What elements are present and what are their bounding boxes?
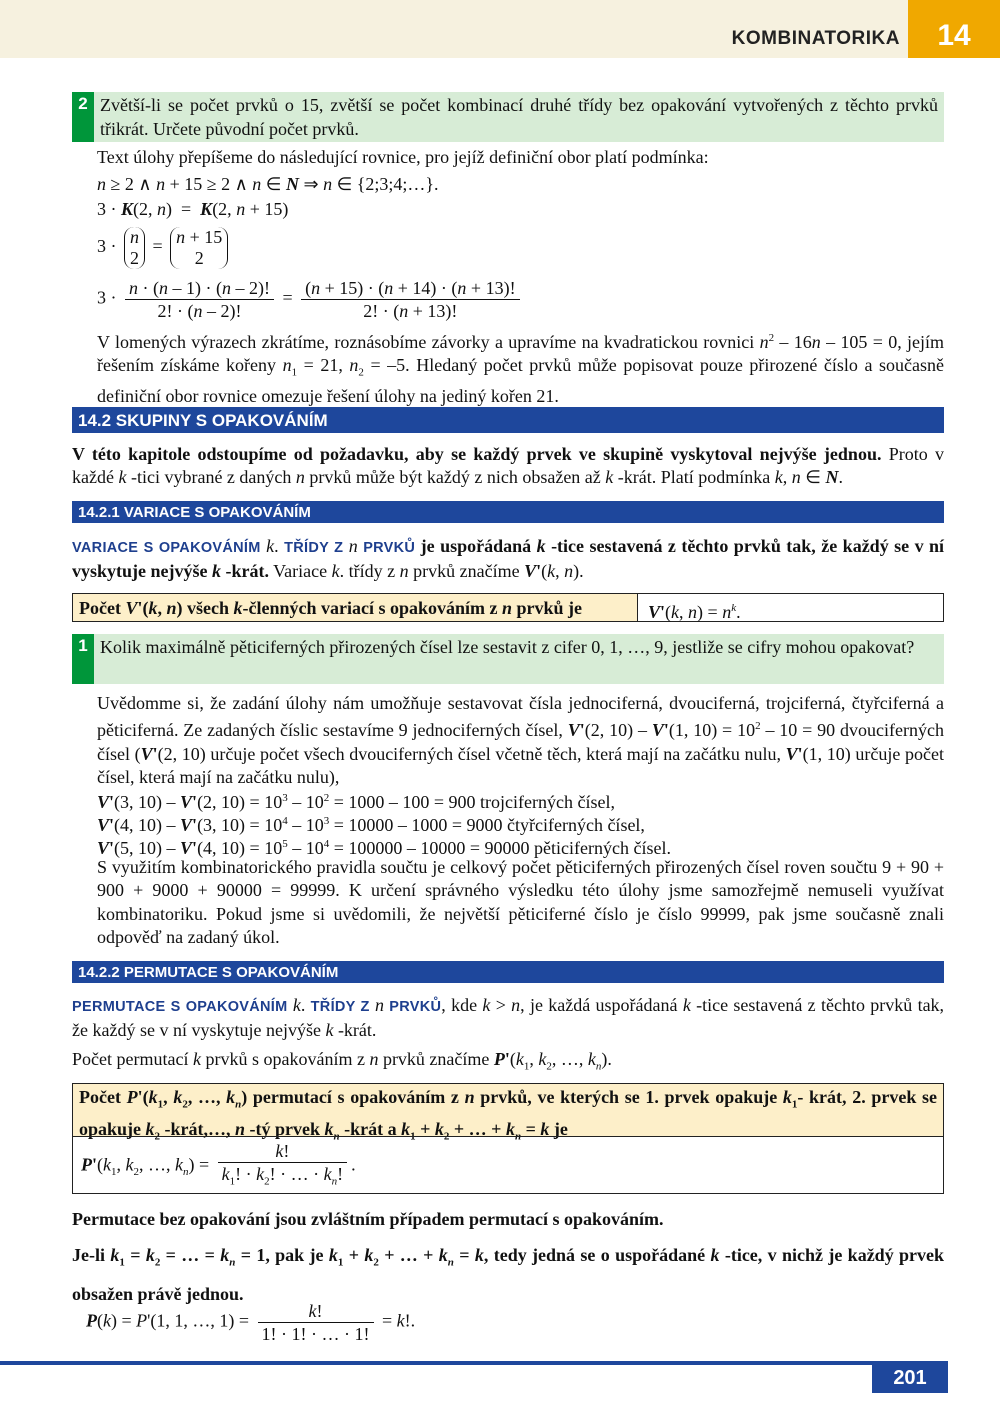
example-solution: Uvědomme si, že zadání úlohy nám umožňuje sestavovat čísla jednociferná, dvouciferná, trojciferná, čtyřciferná a pěticiferná. Ze zadaných číslic sestavíme 9 jednociferných čísel, V'(2, 10) – V'(1, $10) = 10^2 - 10 = 90$ dvouciferných čísel (V'(2, 10) určuje počet všech dvouciferných čísel včetně těch, která mají na začátku nulu, V'(1, 10) určuje počet čísel, která mají na začátku nulu), [97, 693, 944, 787]
math-equation-2: 3 · n 2 = n + 15 2 [97, 227, 231, 269]
example-number-badge: 1 [72, 634, 94, 684]
formula-box-label: Počet V'(k, n) všech k-členných variací s opakováním z n prvků je [72, 593, 638, 622]
math-line-4digit: V'(4, 10) – V'(3, $10) = 10^4 - 10^3 = 10000 - 1000 = 9000$ čtyřciferných čísel, [97, 815, 645, 835]
chapter-title: KOMBINATORIKA [731, 28, 900, 49]
example-sum: S využitím kombinatorického pravidla součtu je celkový počet pěticiferných přirozených čísel roven součtu 9 + 90 + 900 + 9000 + 90000 = 99999. K určení správného výsledku této úlohy jsme samozřejmě nemuseli využívat kombinatoriku. Pokud jsme si uvědomili, že největší pěticiferné číslo je číslo 99999, pak jsme současně znali odpověď na zadaný úkol. [97, 857, 944, 947]
formula-box-value: $P'(k_1$, $k_2$, …, $k_n$) = $\frac{k!}{k_1! \cdot k_2! \cdot \dots \cdot k_n!}$ . [72, 1136, 944, 1194]
section-intro: V této kapitole odstoupíme od požadavku, aby se každý prvek ve skupině vyskytoval nejvýše jednou. Proto v každé k -tici vybrané z daných n prvků může být každý z nich obsažen až k -krát. Platí podmínka k, n ∈ N. [72, 444, 944, 488]
subsection-heading: 14.2.1 VARIACE S OPAKOVÁNÍM [72, 501, 944, 523]
subsection-heading: 14.2.2 PERMUTACE S OPAKOVÁNÍM [72, 961, 944, 983]
special-case-text: Je-li $k_1 = k_2$ = … = $k_n = 1$, pak je $k_1 + k_2$ + … + $k_n = k$, tedy jedná se o uspořádané k -tice, v nichž je každý prvek obsažen právě jednou. [72, 1245, 945, 1304]
section-heading: 14.2 SKUPINY S OPAKOVÁNÍM [72, 407, 944, 433]
example-number-badge: 2 [72, 92, 94, 142]
footer-line [0, 1361, 872, 1365]
special-case-heading: Permutace bez opakování jsou zvláštním případem permutací s opakováním. [72, 1209, 664, 1229]
page-number: 201 [872, 1361, 948, 1393]
definition-variation: VARIACE S OPAKOVÁNÍM k. TŘÍDY Z n PRVKŮ je uspořádaná k -tice sestavená z těchto prvků tak, že každý se v ní vyskytuje nejvýše k -krát. Variace k. třídy z n prvků značíme V'(k, n). [72, 536, 945, 582]
math-equation-3: 3 · $\frac{n \cdot (n - 1) \cdot (n - 2)!}{2! \cdot (n - 2)!}$ = $\frac{(n + 15) \cdot (n + 14) \cdot (n + 13)!}{2! \cdot (n + 13)!}$ [97, 277, 524, 322]
permutation-notation: Počet permutací k prvků s opakováním z n prvků značíme $P'(k_1$, $k_2$, …, $k_n$). [72, 1049, 612, 1073]
math-equation-1: 3 · K(2, n) = K(2, n + 15) [97, 199, 289, 219]
example-conclusion: V lomených výrazech zkrátíme, roznásobíme závorky a upravíme na kvadratickou rovnici $n^2 - 16n - 105 = 0$, jejím řešením získáme kořeny $n_1 = 21$, $n_2 = -5$. Hledaný počet prvků může popisovat pouze přirozené číslo a současně definiční obor rovnice omezuje řešení úlohy na jediný kořen 21. [97, 332, 945, 407]
math-line-5digit: V'(5, 10) – V'(4, $10) = 10^5 - 10^4 = 100000 - 10000 = 90000$ pěticiferných čísel. [97, 838, 671, 858]
example-task: Kolik maximálně pěticiferných přirozených čísel lze sestavit z cifer 0, 1, …, 9, jestliže se cifry mohou opakovat? [94, 634, 944, 684]
formula-box-value: V'(k, $n) = n^k$. [637, 593, 944, 622]
math-condition: n ≥ 2 ∧ n + 15 ≥ 2 ∧ n ∈ N ⇒ n ∈ {2;3;4;…}. [97, 174, 439, 194]
chapter-number: 14 [908, 0, 1000, 58]
formula-box-label: Počet $P'(k_1$, $k_2$, …, $k_n$) permutací s opakováním z n prvků, ve kterých se 1. prvek opakuje $k_1-$ krát, 2. prvek se opakuje $k_2$ -krát,…, n -tý prvek $k_n$ -krát a $k_1 + k_2$ + … + $k_n = k$ je [72, 1083, 944, 1137]
math-special-case: P(k) = P'(1, 1, …, 1) = $\frac{k!}{1! \cdot 1! \cdot \dots \cdot 1!}$ = k!. [86, 1301, 416, 1344]
definition-permutation: PERMUTACE S OPAKOVÁNÍM k. TŘÍDY Z n PRVKŮ, kde k > n, je každá uspořádaná k -tice sestavená z těchto prvků tak, že každý se v ní vyskytuje nejvýše k -krát. [72, 995, 945, 1041]
example-intro: Text úlohy přepíšeme do následující rovnice, pro jejíž definiční obor platí podmínka: [97, 147, 709, 167]
example-task: Zvětší-li se počet prvků o 15, zvětší se počet kombinací druhé třídy bez opakování vytvořených z těchto prvků třikrát. Určete původní počet prvků. [94, 92, 944, 142]
math-line-3digit: V'(3, 10) – V'(2, $10) = 10^3 - 10^2 = 1000 - 100 = 900$ trojciferných čísel, [97, 792, 615, 812]
